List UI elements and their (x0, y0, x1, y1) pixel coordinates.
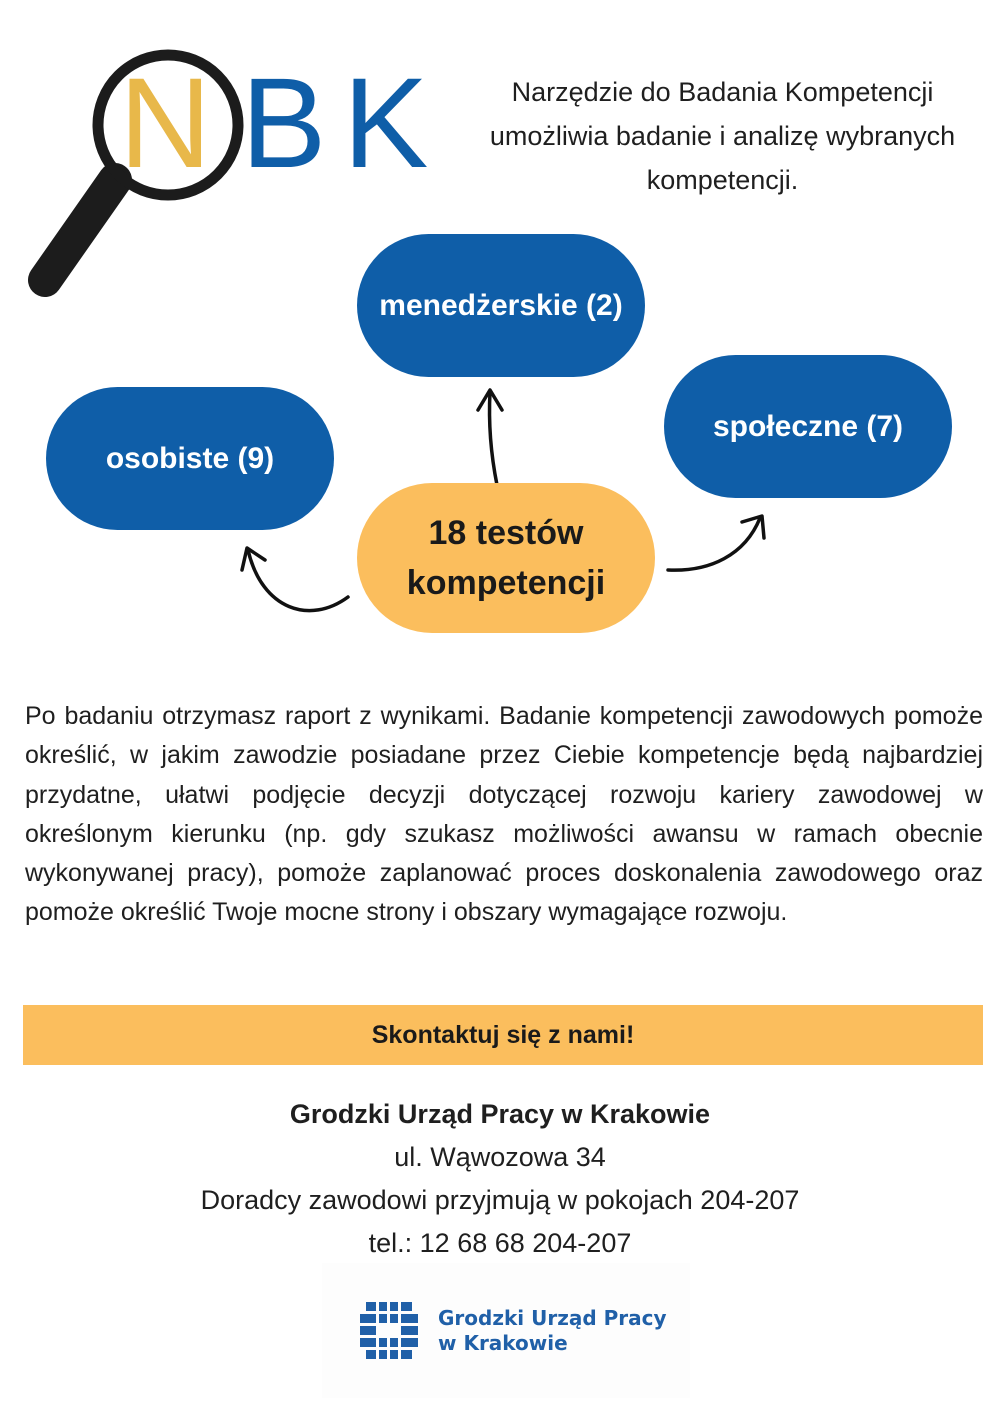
address-block (0, 1093, 1000, 1265)
pill-social-label: społeczne (7) (712, 409, 904, 443)
arrowhead-personal (242, 548, 265, 570)
pill-personal (46, 387, 334, 530)
pill-center-tests (357, 483, 655, 633)
arrowhead-manager (478, 390, 502, 410)
office-logo-line-1: Grodzki Urząd Pracy (438, 1305, 667, 1330)
arrowhead-social (742, 516, 764, 538)
body-paragraph: Po badaniu otrzymasz raport z wynikami. Badanie kompetencji zawodowych pomoże określić, w jakim zawodzie posiadane przez Ciebie kompetencje będą najbardziej przydatne, ułatwi podjęcie decyzji dotyczącej rozwoju kariery zawodowej w określonym kierunku (np. gdy szukasz możliwości awansu w ramach obecnie wykonywanej pracy), pomoże zaplanować proces doskonalenia zawodowego oraz pomoże określić Twoje mocne strony i obszary wymagające rozwoju. (25, 702, 983, 927)
street-address: ul. Wąwozowa 34 (394, 1142, 606, 1172)
phone-number: tel.: 12 68 68 204-207 (368, 1228, 632, 1258)
logo-letter-n: N (119, 52, 212, 195)
pill-personal-label: osobiste (9) (105, 441, 275, 475)
logo-letter-b: B (241, 52, 327, 195)
contact-banner (23, 1005, 983, 1065)
rooms-info: Doradcy zawodowi przyjmują w pokojach 204-207 (200, 1185, 800, 1215)
pill-managerial-label: menedżerskie (2) (379, 288, 623, 322)
intro-text: Narzędzie do Badania Kompetencji umożliwia badanie i analizę wybranych kompetencji. (489, 77, 956, 195)
contact-banner-text: Skontaktuj się z nami! (371, 1020, 635, 1049)
office-logo-text (438, 1306, 667, 1356)
office-logo (322, 1263, 690, 1398)
office-logo-line-2: w Krakowie (438, 1330, 568, 1355)
pill-managerial (357, 234, 645, 377)
org-name: Grodzki Urząd Pracy w Krakowie (289, 1099, 711, 1129)
center-line-1: 18 testów (428, 514, 584, 552)
office-emblem-icon (360, 1302, 418, 1360)
pill-social (664, 355, 952, 498)
center-line-2: kompetencji (406, 564, 606, 602)
logo-letter-k: K (343, 52, 429, 195)
arrow-to-social (668, 518, 760, 570)
arrow-to-personal (248, 550, 348, 611)
arrow-to-manager (489, 392, 497, 485)
